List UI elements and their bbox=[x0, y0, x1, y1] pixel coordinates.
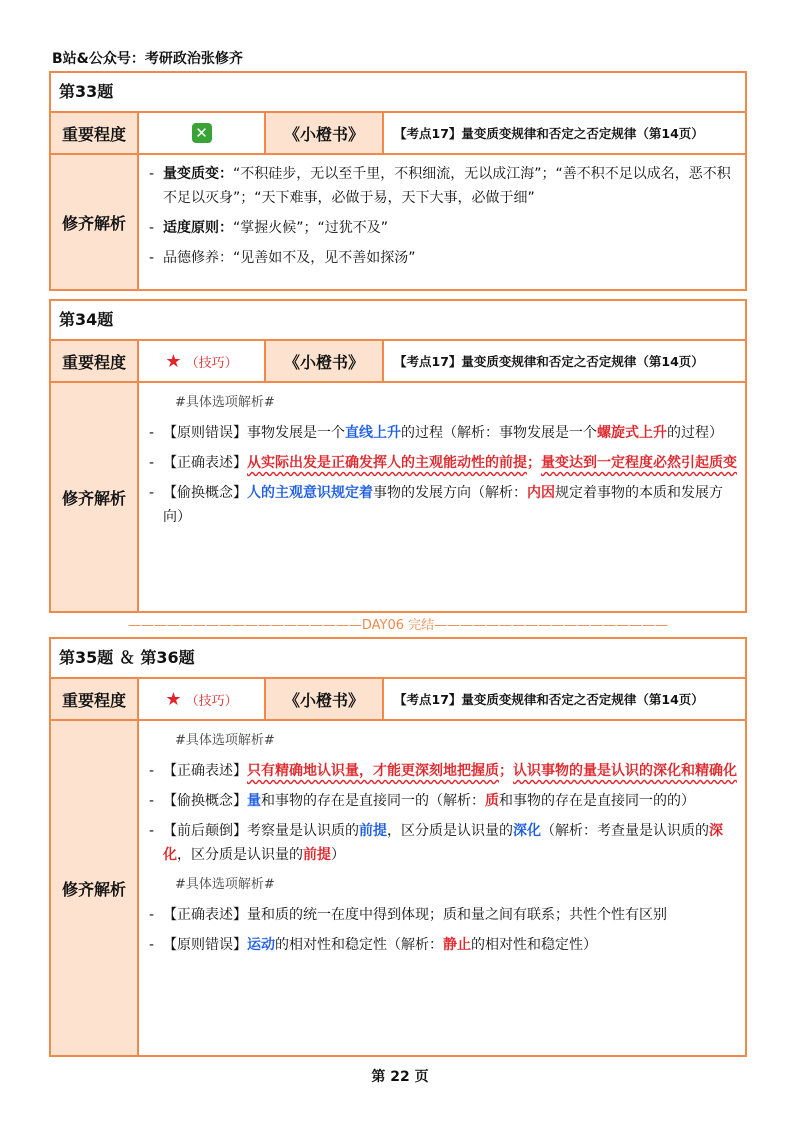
analysis-label: 修齐解析 bbox=[51, 155, 139, 289]
analysis-item: - 品德修养：“见善如不及，见不善如探汤” bbox=[147, 246, 737, 270]
topic-text: 【考点17】量变质变规律和否定之否定规律（第14页） bbox=[394, 354, 704, 369]
analysis-label: 修齐解析 bbox=[51, 721, 139, 1055]
analysis-item: - 量变质变：“不积硅步，无以至千里，不积细流，无以成江海”；“善不积不足以成名，恶不积不足以灭身”；“天下难事，必做于易，天下大事，必做于细” bbox=[147, 162, 737, 210]
day-divider: ——————————————————DAY06 完结—————————————————— bbox=[127, 618, 669, 633]
cross-mark-icon: ✕ bbox=[192, 123, 212, 143]
importance-row bbox=[51, 113, 745, 155]
analysis-row bbox=[51, 383, 745, 611]
analysis-body bbox=[139, 383, 745, 611]
analysis-row bbox=[51, 155, 745, 289]
book-label: 《小橙书》 bbox=[266, 113, 384, 153]
sub-heading: #具体选项解析# bbox=[175, 395, 275, 410]
page-header: B站&公众号：考研政治张修齐 bbox=[52, 51, 243, 67]
analysis-item: - 【正确表述】只有精确地认识量，才能更深刻地把握质；认识事物的量是认识的深化和精确化 bbox=[147, 759, 737, 783]
star-icon: ★ bbox=[165, 350, 182, 372]
analysis-row bbox=[51, 721, 745, 1055]
analysis-item: - 【正确表述】量和质的统一在度中得到体现；质和量之间有联系；共性个性有区别 bbox=[147, 903, 737, 927]
importance-row bbox=[51, 341, 745, 383]
importance-label: 重要程度 bbox=[51, 679, 139, 719]
star-icon: ★ bbox=[165, 688, 182, 710]
question-title: 第34题 bbox=[51, 301, 745, 341]
topic-text: 【考点17】量变质变规律和否定之否定规律（第14页） bbox=[394, 692, 704, 707]
question-title: 第35题 ＆ 第36题 bbox=[51, 639, 745, 679]
book-label: 《小橙书》 bbox=[266, 341, 384, 381]
topic-text: 【考点17】量变质变规律和否定之否定规律（第14页） bbox=[394, 126, 704, 141]
question-title: 第33题 bbox=[51, 73, 745, 113]
analysis-item: - 【偷换概念】量和事物的存在是直接同一的（解析：质和事物的存在是直接同一的的） bbox=[147, 789, 737, 813]
analysis-body bbox=[139, 155, 745, 289]
analysis-item: - 【原则错误】事物发展是一个直线上升的过程（解析：事物发展是一个螺旋式上升的过程） bbox=[147, 421, 737, 445]
analysis-item: - 【正确表述】从实际出发是正确发挥人的主观能动性的前提；量变达到一定程度必然引起质变 bbox=[147, 451, 737, 475]
importance-row bbox=[51, 679, 745, 721]
analysis-body bbox=[139, 721, 745, 1055]
question-34-block bbox=[49, 299, 747, 613]
importance-label: 重要程度 bbox=[51, 113, 139, 153]
analysis-item: - 【偷换概念】人的主观意识规定着事物的发展方向（解析：内因规定着事物的本质和发展方向） bbox=[147, 481, 737, 529]
sub-heading: #具体选项解析# bbox=[175, 877, 275, 892]
importance-value bbox=[139, 113, 266, 153]
analysis-item: - 【原则错误】运动的相对性和稳定性（解析：静止的相对性和稳定性） bbox=[147, 933, 737, 957]
sub-heading: #具体选项解析# bbox=[175, 733, 275, 748]
book-label: 《小橙书》 bbox=[266, 679, 384, 719]
analysis-item: - 适度原则：“掌握火候”；“过犹不及” bbox=[147, 216, 737, 240]
analysis-label: 修齐解析 bbox=[51, 383, 139, 611]
importance-label: 重要程度 bbox=[51, 341, 139, 381]
question-33-block bbox=[49, 71, 747, 291]
importance-value: ★ （技巧） bbox=[139, 341, 266, 381]
question-35-36-block bbox=[49, 637, 747, 1057]
page-number: 第 22 页 bbox=[371, 1069, 429, 1085]
analysis-item: - 【前后颠倒】考察量是认识质的前提，区分质是认识量的深化（解析：考查量是认识质的深化，区分质是认识量的前提） bbox=[147, 819, 737, 867]
importance-value: ★ （技巧） bbox=[139, 679, 266, 719]
